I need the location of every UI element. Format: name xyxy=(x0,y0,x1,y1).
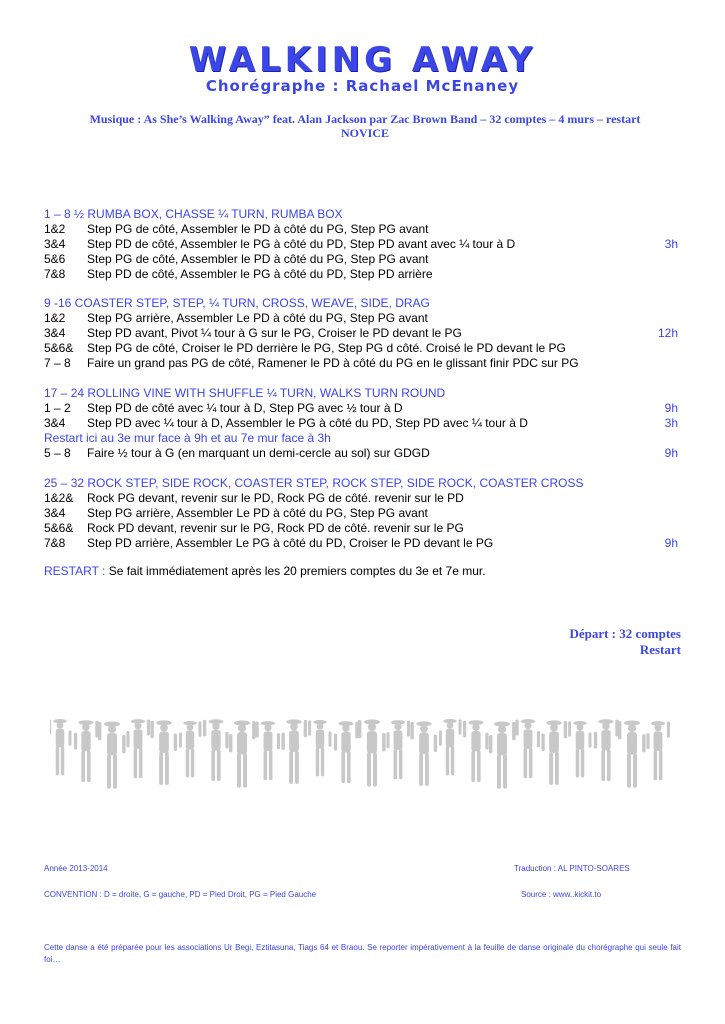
source: Source : www..kickit.to xyxy=(521,890,602,899)
music-info xyxy=(40,112,690,140)
level: NOVICE xyxy=(340,126,389,140)
step-desc: Step PD avant, Pivot ¼ tour à G sur le PG, Croiser le PD devant le PG xyxy=(87,326,462,340)
step-count: 3&4 xyxy=(44,237,66,251)
step-row xyxy=(44,416,684,431)
step-count: 1&2 xyxy=(44,222,66,236)
dancer-figure xyxy=(541,720,567,785)
restart-text: Se fait immédiatement après les 20 premiers comptes du 3e et 7e mur. xyxy=(108,564,486,578)
step-count: 5&6& xyxy=(44,521,74,535)
dancer-figure xyxy=(358,720,386,787)
step-count: 5 – 8 xyxy=(44,446,71,460)
step-row xyxy=(44,536,684,551)
wall-direction: 9h xyxy=(664,401,678,415)
dancer-figure xyxy=(74,720,99,782)
section-heading: 9 -16 COASTER STEP, STEP, ¼ TURN, CROSS, WEAVE, SIDE, DRAG xyxy=(44,296,430,310)
step-desc: Step PG arrière, Assembler Le PD à côté du PG, Step PG avant xyxy=(87,506,428,520)
dancer-figure xyxy=(334,721,359,783)
step-row xyxy=(44,401,684,416)
step-row xyxy=(44,506,684,521)
dancer-figure xyxy=(179,721,202,778)
dancer-figure xyxy=(646,721,670,780)
step-count: 7&8 xyxy=(44,267,66,281)
step-row xyxy=(44,267,684,282)
dancer-figure xyxy=(618,721,646,788)
step-row xyxy=(44,222,684,237)
step-count: 5&6 xyxy=(44,252,66,266)
step-row xyxy=(44,446,684,461)
wall-direction: 3h xyxy=(664,237,678,251)
year: Année 2013-2014 xyxy=(44,864,108,873)
step-desc: Step PD de côté, Assembler le PG à côté du PD, Step PD avant avec ¼ tour à D xyxy=(87,237,516,251)
step-desc: Step PD de côté, Assembler le PG à côté du PD, Step PD arrière xyxy=(87,267,433,281)
section-4 xyxy=(44,476,684,551)
step-count: 7 – 8 xyxy=(44,356,71,370)
depart-count: Départ : 32 comptes xyxy=(569,626,681,641)
dance-title: WALKING AWAY xyxy=(188,40,537,80)
wall-direction: 9h xyxy=(664,446,678,460)
depart-restart: Restart xyxy=(639,642,681,657)
convention: CONVENTION : D = droite, G = gauche, PD = Pied Droit, PG = Pied Gauche xyxy=(44,890,317,899)
step-desc: Step PG arrière, Assembler Le PD à côté du PG, Step PG avant xyxy=(87,311,428,325)
translation-credit: Traduction : AL PINTO-SOARES xyxy=(514,864,630,873)
restart-instruction xyxy=(44,564,486,578)
step-row xyxy=(44,491,684,506)
step-desc: Step PG de côté, Assembler le PD à côté du PG, Step PG avant xyxy=(87,222,429,236)
section-heading: 25 – 32 ROCK STEP, SIDE ROCK, COASTER STEP, ROCK STEP, SIDE ROCK, COASTER CROSS xyxy=(44,476,584,490)
step-row xyxy=(44,252,684,267)
dancer-figure xyxy=(439,719,462,776)
step-row xyxy=(44,326,684,341)
step-count: 7&8 xyxy=(44,536,66,550)
section-2 xyxy=(44,296,684,371)
dancer-figure xyxy=(489,722,516,789)
dancers-silhouette-icon xyxy=(50,712,680,792)
wall-direction: 12h xyxy=(657,326,678,340)
step-desc: Rock PD devant, revenir sur le PG, Rock PD de côté. revenir sur le PG xyxy=(87,521,464,535)
start-info xyxy=(569,626,681,658)
step-desc: Step PD avec ¼ tour à D, Assembler le PG à côté du PD, Step PD avec ¼ tour à D xyxy=(87,416,528,430)
step-desc: Step PD de côté avec ¼ tour à D, Step PG avec ½ tour à D xyxy=(87,401,403,415)
step-desc: Step PG de côté, Croiser le PD derrière le PG, Step PG d côté. Croisé le PD devant le PG xyxy=(87,341,566,355)
dancer-figure xyxy=(463,720,489,782)
step-count: 3&4 xyxy=(44,326,66,340)
section-heading: 17 – 24 ROLLING VINE WITH SHUFFLE ¼ TURN, WALKS TURN ROUND xyxy=(44,386,446,400)
dancer-figure xyxy=(50,719,71,776)
step-row xyxy=(44,311,684,326)
step-desc: Step PD arrière, Assembler Le PG à côté du PD, Croiser le PD devant le PG xyxy=(87,536,494,550)
step-count: 1&2& xyxy=(44,491,74,505)
dancer-figure xyxy=(568,721,591,778)
restart-note: Restart ici au 3e mur face à 9h et au 7e mur face à 3h xyxy=(44,431,331,445)
step-row xyxy=(44,521,684,536)
step-desc: Step PG de côté, Assembler le PD à côté du PG, Step PG avant xyxy=(87,252,429,266)
wall-direction: 3h xyxy=(664,416,678,430)
step-count: 1&2 xyxy=(44,311,66,325)
step-desc: Rock PG devant, revenir sur le PD, Rock PG de côté. revenir sur le PD xyxy=(87,491,464,505)
dancer-figure xyxy=(410,721,437,786)
step-desc: Faire un grand pas PG de côté, Ramener le PD à côté du PG en le glissant finir PDC sur PG xyxy=(87,356,579,370)
footer-note: Cette danse a été préparée pour les associations Ur Begi, Eztitasuna, Tiags 64 et Braou. Se reporter impérativement à la feuille de danse originale du chorégraphe qui seule fait foi… xyxy=(44,943,681,964)
dancer-figure xyxy=(203,719,229,781)
restart-label: RESTART : xyxy=(44,564,106,578)
dancer-figure xyxy=(594,719,619,781)
dancer-figure xyxy=(308,720,331,777)
step-row xyxy=(44,341,684,356)
step-row xyxy=(44,237,684,252)
step-count: 1 – 2 xyxy=(44,401,71,415)
dancer-figure xyxy=(229,721,256,788)
dancer-figure xyxy=(281,719,307,784)
step-count: 3&4 xyxy=(44,506,66,520)
dancer-figure xyxy=(256,721,280,780)
section-heading: 1 – 8 ½ RUMBA BOX, CHASSE ¼ TURN, RUMBA BOX xyxy=(44,207,343,221)
step-row xyxy=(44,356,684,371)
music-line: Musique : As She’s Walking Away” feat. Alan Jackson par Zac Brown Band – 32 comptes – 4 murs – restart xyxy=(89,112,641,126)
step-desc: Faire ½ tour à G (en marquant un demi-cercle au sol) sur GDGD xyxy=(87,446,430,460)
step-count: 5&6& xyxy=(44,341,74,355)
section-1 xyxy=(44,207,684,282)
step-count: 3&4 xyxy=(44,416,66,430)
dancer-figure xyxy=(98,722,126,789)
dancer-figure xyxy=(516,719,540,778)
dancer-figure xyxy=(150,720,177,785)
wall-direction: 9h xyxy=(664,536,678,550)
dancer-figure xyxy=(126,719,150,778)
choreographer: Chorégraphe : Rachael McEnaney xyxy=(205,77,520,95)
section-3 xyxy=(44,386,684,461)
dancer-figure xyxy=(386,720,410,779)
